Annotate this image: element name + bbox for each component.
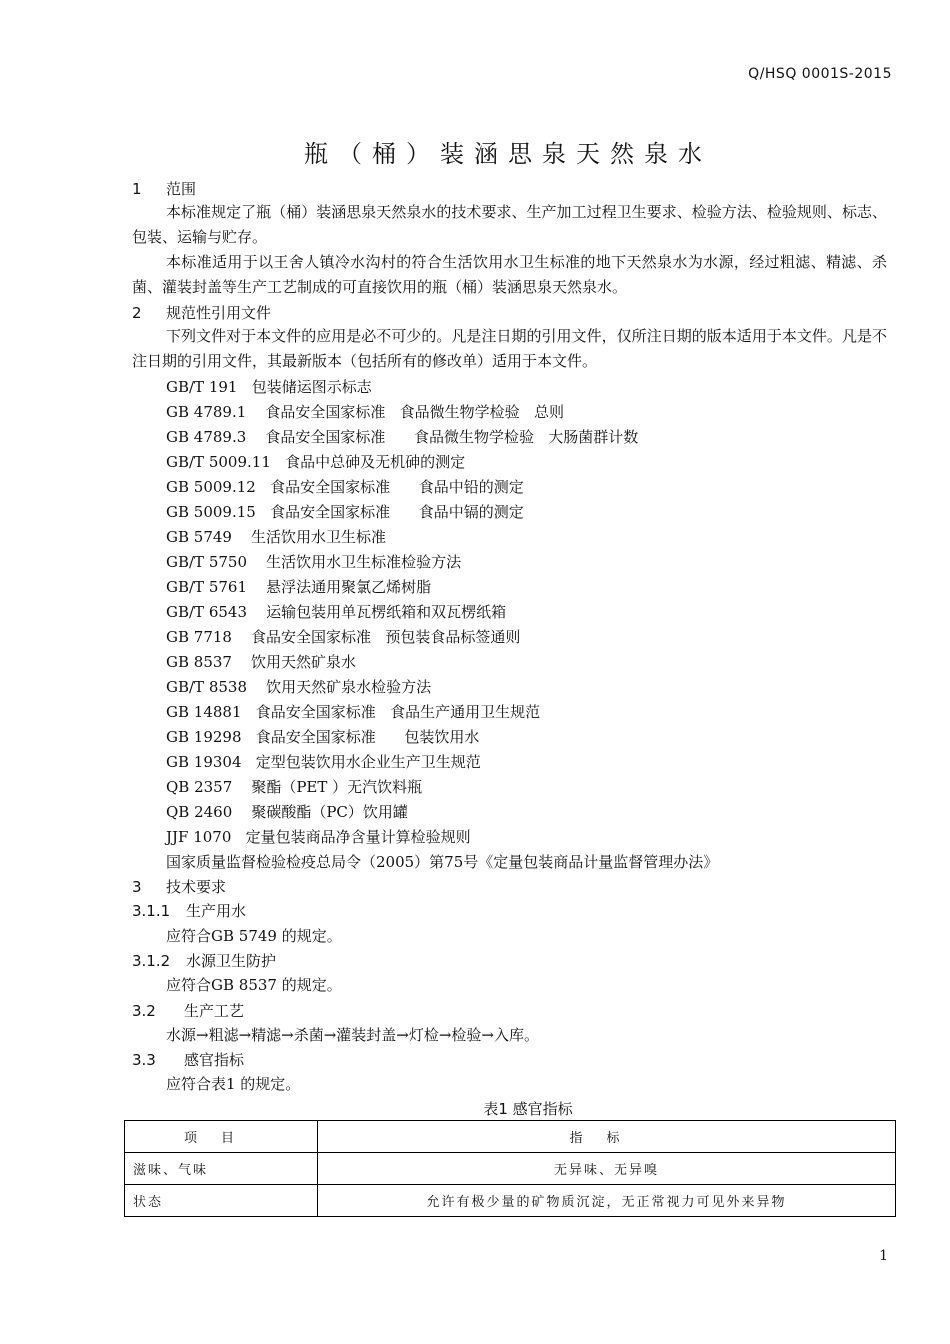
reference-item: GB/T 191 包装储运图示标志	[166, 378, 372, 396]
page-title: 瓶（桶）装涵思泉天然泉水	[304, 140, 712, 168]
header-cell-indicator: 指标	[318, 1121, 896, 1153]
section-3-1-1-text: 应符合GB 5749 的规定。	[166, 927, 342, 945]
sensory-table	[124, 1120, 896, 1217]
reference-item: GB/T 5750 生活饮用水卫生标准检验方法	[166, 553, 462, 571]
section-2-heading	[132, 302, 271, 323]
table-cell: 状态	[125, 1185, 318, 1217]
reference-item: GB 19304 定型包装饮用水企业生产卫生规范	[166, 753, 481, 771]
section-title: 感官指标	[184, 1051, 245, 1069]
reference-item: GB/T 5761 悬浮法通用聚氯乙烯树脂	[166, 578, 432, 596]
reference-item: GB 8537 饮用天然矿泉水	[166, 653, 357, 671]
table-row	[125, 1153, 896, 1185]
section-3-1-2-text: 应符合GB 8537 的规定。	[166, 976, 342, 994]
reference-item: GB 7718 食品安全国家标准 预包装食品标签通则	[166, 628, 521, 646]
section-3-3-heading	[132, 1049, 244, 1070]
section-number: 1	[132, 180, 142, 198]
section-3-1-1-heading	[132, 900, 246, 921]
section-number: 2	[132, 304, 142, 322]
table-cell: 滋味、气味	[125, 1153, 318, 1185]
section-3-2-heading	[132, 1000, 244, 1021]
scope-paragraph-2: 本标准适用于以王舍人镇冷水沟村的符合生活饮用水卫生标准的地下天然泉水为水源，经过粗滤、精滤、杀菌、灌装封盖等生产工艺制成的可直接饮用的瓶（桶）装涵思泉天然泉水。	[132, 253, 887, 296]
reference-item: GB 5009.15 食品安全国家标准 食品中镉的测定	[166, 503, 524, 521]
reference-item: GB 14881 食品安全国家标准 食品生产通用卫生规范	[166, 703, 541, 721]
reference-item: GB 5749 生活饮用水卫生标准	[166, 528, 387, 546]
table-header-row	[125, 1121, 896, 1153]
section-1-heading	[132, 178, 196, 199]
section-number: 3.1.1	[132, 902, 171, 920]
reference-item: GB 4789.1 食品安全国家标准 食品微生物学检验 总则	[166, 403, 564, 421]
table-cell: 允许有极少量的矿物质沉淀，无正常视力可见外来异物	[318, 1185, 896, 1217]
section-3-1-2-heading	[132, 950, 276, 971]
scope-paragraph-1: 本标准规定了瓶（桶）装涵思泉天然泉水的技术要求、生产加工过程卫生要求、检验方法、检验规则、标志、包装、运输与贮存。	[132, 203, 887, 246]
reference-item: GB/T 5009.11 食品中总砷及无机砷的测定	[166, 453, 466, 471]
header-cell-item: 项目	[125, 1121, 318, 1153]
table-row	[125, 1185, 896, 1217]
reference-item: 国家质量监督检验检疫总局令（2005）第75号《定量包装商品计量监督管理办法》	[166, 853, 719, 871]
reference-item: GB 5009.12 食品安全国家标准 食品中铅的测定	[166, 478, 524, 496]
table-cell: 无异味、无异嗅	[318, 1153, 896, 1185]
section-title: 规范性引用文件	[166, 304, 272, 322]
section-title: 技术要求	[166, 878, 227, 896]
section-number: 3.2	[132, 1002, 156, 1020]
reference-item: QB 2460 聚碳酸酯（PC）饮用罐	[166, 803, 408, 821]
section-number: 3.1.2	[132, 952, 171, 970]
reference-item: GB 19298 食品安全国家标准 包装饮用水	[166, 728, 480, 746]
table-caption: 表1 感官指标	[483, 1100, 573, 1118]
section-3-3-text: 应符合表1 的规定。	[166, 1075, 301, 1093]
section-3-heading	[132, 876, 226, 897]
section-title: 范围	[166, 180, 197, 198]
section-title: 生产用水	[186, 902, 247, 920]
reference-item: QB 2357 聚酯（PET ）无汽饮料瓶	[166, 778, 423, 796]
reference-item: JJF 1070 定量包装商品净含量计算检验规则	[166, 828, 471, 846]
section-number: 3.3	[132, 1051, 156, 1069]
reference-item: GB/T 6543 运输包装用单瓦楞纸箱和双瓦楞纸箱	[166, 603, 507, 621]
reference-item: GB 4789.3 食品安全国家标准 食品微生物学检验 大肠菌群计数	[166, 428, 639, 446]
section-title: 水源卫生防护	[186, 952, 277, 970]
section-number: 3	[132, 878, 142, 896]
reference-item: GB/T 8538 饮用天然矿泉水检验方法	[166, 678, 432, 696]
section-title: 生产工艺	[184, 1002, 245, 1020]
process-flow-text: 水源→粗滤→精滤→杀菌→灌装封盖→灯检→检验→入库。	[166, 1026, 539, 1044]
page-number: 1	[879, 1248, 888, 1264]
document-code: Q/HSQ 0001S-2015	[748, 66, 892, 82]
references-intro: 下列文件对于本文件的应用是必不可少的。凡是注日期的引用文件，仅所注日期的版本适用于本文件。凡是不注日期的引用文件，其最新版本（包括所有的修改单）适用于本文件。	[132, 327, 887, 370]
